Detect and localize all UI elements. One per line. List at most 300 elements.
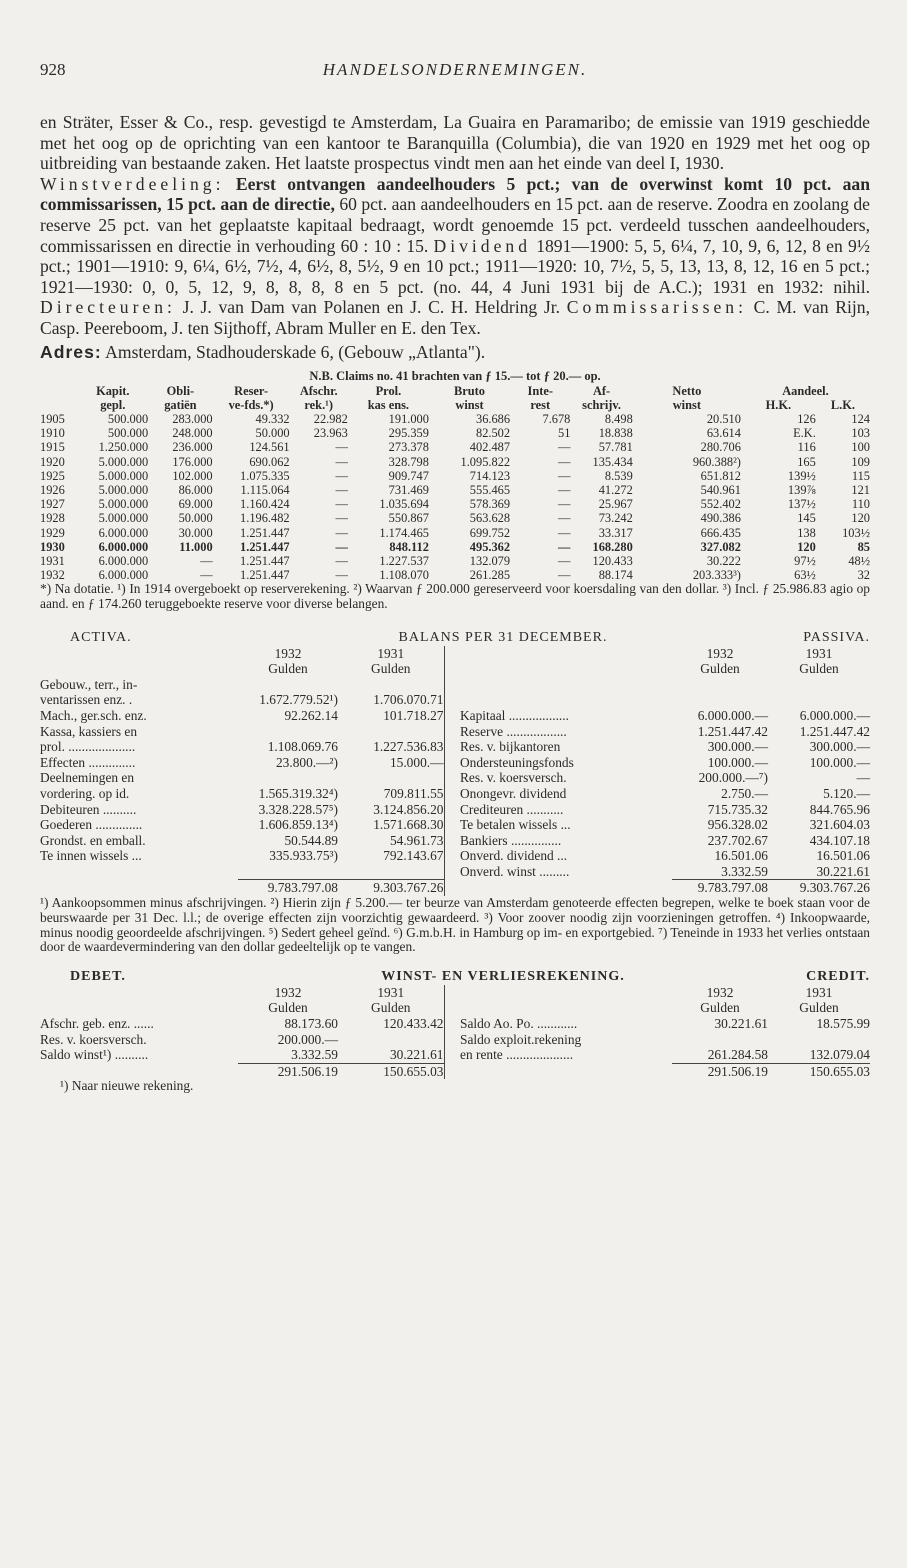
activa-label: Grondst. en emball. (40, 832, 146, 848)
stats-cell: 138 (797, 525, 816, 540)
stats-cell: 73.242 (598, 511, 633, 526)
stats-header-cell: Kapit. (96, 383, 130, 398)
credit-label: Saldo exploit.rekening (460, 1031, 582, 1047)
stats-cell: 126 (797, 411, 816, 426)
stats-cell: 36.686 (476, 411, 511, 426)
passiva-value (768, 677, 870, 693)
passiva-value: 16.501.06 (816, 848, 870, 864)
balance-year-cell: 1931 (377, 645, 405, 661)
stats-cell: 57.781 (598, 440, 633, 455)
stats-cell: 1.095.822 (460, 454, 511, 469)
stats-cell: 1.108.070 (379, 568, 429, 583)
stats-cell: 1928 (40, 511, 65, 526)
stats-row (40, 412, 870, 426)
stats-cell: 20.510 (706, 411, 741, 426)
passiva-label: Onverd. winst ......... (460, 864, 570, 880)
passiva-label: Res. v. bijkantoren (460, 739, 561, 755)
passiva-value: 715.735.32 (707, 801, 768, 817)
activa-label: ventarissen enz. . (40, 692, 133, 708)
stats-row (40, 554, 870, 568)
pl-unit-cell: Gulden (371, 1000, 411, 1016)
stats-cell: E.K. (793, 426, 816, 441)
activa-value: 23.800.—²) (275, 754, 338, 770)
debet-value: 30.221.61 (389, 1047, 444, 1063)
stats-cell: 1.251.447 (240, 539, 290, 554)
stats-cell: 5.000.000 (98, 468, 149, 483)
stats-cell: 1.196.482 (240, 511, 290, 526)
stats-cell: — (558, 454, 571, 469)
stats-cell: 8.498 (604, 411, 633, 426)
dividend-label: Dividend (433, 235, 531, 256)
pl-year-cell (40, 985, 238, 1001)
balance-divider (444, 770, 458, 786)
stats-cell: 132.079 (469, 553, 511, 568)
company-description (40, 112, 870, 339)
dividend-text: 1891—1900: 5, 5, 6¼, 7, 10, 9, 6, 12, 8 en 9½ pct.; 1901—1910: 9, 6¼, 6½, 7½, 4, 6½, 8, 5½, 9 en 10 pct.; 1911—1920: 10, 7½, 5, 5, 13, 13, 8, 12, 16 en 5 pct.; 1921—1930: 0, 0, 5, 12, 9, 8, 8, 8, 8 en 5 pct. (no. 44, 4 Juni 1931 bij de A.C.); 1931 en 1932: nihil. (40, 235, 870, 297)
stats-cell: 1.035.694 (379, 497, 429, 512)
activa-value: 1.227.536.83 (373, 739, 444, 755)
activa-value (338, 724, 444, 740)
profit-loss-account (40, 969, 870, 1079)
stats-row (40, 440, 870, 454)
stats-cell: 1905 (40, 411, 65, 426)
balance-row (40, 817, 870, 833)
pl-unit-cell: Gulden (700, 1000, 740, 1016)
stats-header-cell: gatiën (164, 397, 197, 412)
passiva-label: Ondersteuningsfonds (460, 754, 574, 770)
activa-label: Goederen .............. (40, 817, 143, 833)
stats-cell: 1.227.537 (379, 553, 429, 568)
stats-header-cell: Af- (592, 383, 611, 398)
stats-cell: 690.062 (249, 454, 290, 469)
stats-cell: 139½ (787, 468, 816, 483)
pl-unit-cell (40, 1000, 238, 1016)
balance-row (40, 848, 870, 864)
stats-cell: 495.362 (469, 539, 511, 554)
stats-cell: 135.434 (592, 454, 633, 469)
history-footnote: *) Na dotatie. ¹) In 1914 overgeboekt op reserverekening. ²) Waarvan ƒ 200.000 gereserveerd voor koersdaling van den dollar. ³) Incl. ƒ 25.986.83 agio op aand. en ƒ 174.260 teruggeboekte reserve voor diverse belangen. (40, 581, 870, 612)
debet-label: Res. v. koersversch. (40, 1031, 147, 1047)
activa-label: Te innen wissels ... (40, 848, 142, 864)
balance-row (40, 833, 870, 849)
balance-total-cell: 9.783.797.08 (672, 880, 768, 896)
stats-cell: 30.000 (178, 525, 213, 540)
stats-cell: 145 (797, 511, 816, 526)
activa-value (338, 770, 444, 786)
balance-row (40, 724, 870, 740)
stats-row (40, 526, 870, 540)
passiva-value: 237.702.67 (707, 832, 768, 848)
stats-header-cell (40, 384, 77, 398)
stats-cell: 578.369 (469, 497, 511, 512)
stats-cell: 168.280 (592, 539, 633, 554)
stats-cell: 165 (797, 454, 816, 469)
stats-cell: 563.628 (469, 511, 511, 526)
winstverdeeling-rest: 60 pct. aan aandeelhouders en 15 pct. aan de reserve. Zoodra en zoolang de reserve 25 pct. van het geplaatste kapitaal bedraagt, wordt genoemde 15 pct. verdeeld tusschen aandeelhouders, commissarissen en directie in verhouding 60 : 10 : 15. (40, 194, 870, 256)
balance-divider (444, 692, 458, 708)
stats-cell: 25.967 (598, 497, 633, 512)
debet-label: Afschr. geb. enz. ...... (40, 1016, 154, 1032)
credit-value: 132.079.04 (809, 1047, 870, 1063)
stats-cell: 1929 (40, 525, 65, 540)
stats-cell: 110 (851, 497, 870, 512)
balance-title: BALANS PER 31 DECEMBER. (398, 629, 608, 645)
pl-total-cell: 291.506.19 (672, 1063, 768, 1079)
stats-cell: — (200, 553, 213, 568)
stats-cell: — (558, 468, 571, 483)
stats-cell: — (335, 454, 348, 469)
balance-unit-row (40, 661, 870, 677)
stats-cell: 280.706 (700, 440, 741, 455)
stats-cell: 41.272 (598, 482, 633, 497)
stats-cell: 1927 (40, 497, 65, 512)
balance-row (40, 755, 870, 771)
address-text: Amsterdam, Stadhouderskade 6, (Gebouw „Atlanta"). (105, 341, 486, 362)
stats-cell: 32 (857, 568, 870, 583)
pl-unit-cell: Gulden (268, 1000, 308, 1016)
debet-value: 88.173.60 (284, 1016, 338, 1032)
debet-value: 120.433.42 (383, 1016, 444, 1032)
financial-history-table (40, 384, 870, 583)
stats-cell: — (558, 553, 571, 568)
balance-year-cell (444, 646, 458, 662)
balance-divider (444, 833, 458, 849)
stats-header-cell: Aandeel. (782, 383, 829, 398)
stats-cell: 69.000 (178, 497, 213, 512)
stats-cell: 550.867 (388, 511, 429, 526)
stats-row (40, 426, 870, 440)
stats-cell: 295.359 (388, 426, 429, 441)
balance-row (40, 739, 870, 755)
stats-cell: 248.000 (172, 426, 213, 441)
stats-row (40, 568, 870, 582)
balance-footnote: ¹) Aankoopsommen minus afschrijvingen. ²) Hierin zijn ƒ 5.200.— ter beurze van Amsterdam genoteerde effecten begrepen, welke te boek staan voor de beurswaarde per 31 Dec. l.l.; de overige effecten zijn voorzichtig gewaardeerd. ³) Voor zoover noodig zijn voorzieningen getroffen. ⁴) Inkoopwaarde, minus noodig geoordeelde afschrijvingen. ⁵) Sedert geheel geïnd. ⁶) G.m.b.H. in Hamburg op im- en exportgebied. ⁷) Teneinde in 1933 het verlies ontstaan door de waardevermindering van den dollar gedeeltelijk op te vangen. (40, 895, 870, 955)
directeuren-label: Directeuren: (40, 297, 176, 318)
stats-header-cell: rek.¹) (304, 397, 334, 412)
stats-cell: — (558, 440, 571, 455)
stats-cell: 6.000.000 (98, 539, 149, 554)
stats-cell: 283.000 (172, 411, 213, 426)
balance-row (40, 864, 870, 880)
pl-year-cell: 1932 (274, 984, 302, 1000)
passiva-label: Res. v. koersversch. (460, 770, 567, 786)
stats-cell: 327.082 (700, 539, 741, 554)
credit-value (768, 1032, 870, 1048)
pl-total-cell (40, 1063, 238, 1079)
page (40, 60, 870, 1094)
passiva-value: 956.328.02 (707, 817, 768, 833)
activa-title: ACTIVA. (70, 629, 132, 645)
stats-cell: 666.435 (700, 525, 741, 540)
stats-cell: 500.000 (107, 411, 149, 426)
stats-cell: 50.000 (178, 511, 213, 526)
stats-cell: 63.614 (706, 426, 741, 441)
activa-value: 335.933.75³) (269, 848, 338, 864)
passiva-value: 300.000.— (707, 739, 768, 755)
stats-cell: — (558, 525, 571, 540)
activa-value: 1.706.070.71 (373, 692, 444, 708)
stats-cell: 7.678 (542, 411, 571, 426)
activa-value: 15.000.— (389, 754, 444, 770)
passiva-value: 1.251.447.42 (799, 723, 870, 739)
passiva-label: Kapitaal .................. (460, 707, 569, 723)
stats-cell: 102.000 (172, 468, 213, 483)
stats-cell: 6.000.000 (98, 568, 149, 583)
passiva-value: 200.000.—⁷) (698, 770, 768, 786)
stats-cell: 5.000.000 (98, 482, 149, 497)
page-header (40, 60, 870, 94)
stats-cell: 555.465 (469, 482, 511, 497)
stats-header-cell: winst (455, 397, 484, 412)
stats-cell: 552.402 (700, 497, 741, 512)
stats-cell: 5.000.000 (98, 454, 149, 469)
stats-cell: 33.317 (598, 525, 633, 540)
stats-cell: 103½ (842, 525, 870, 540)
activa-value: 101.718.27 (383, 707, 444, 723)
activa-value: 792.143.67 (383, 848, 444, 864)
stats-cell: 103 (851, 426, 870, 441)
credit-title: CREDIT. (806, 969, 870, 985)
pl-total-cell: 291.506.19 (238, 1063, 338, 1079)
balance-total-cell: 9.783.797.08 (238, 880, 338, 896)
stats-cell: 6.000.000 (98, 553, 149, 568)
passiva-value (768, 692, 870, 708)
stats-row (40, 497, 870, 511)
pl-row (40, 1016, 870, 1032)
credit-value: 18.575.99 (816, 1016, 870, 1032)
pl-total-cell (444, 1063, 458, 1079)
passiva-label: Te betalen wissels ... (460, 817, 571, 833)
pl-title: WINST- EN VERLIESREKENING. (381, 969, 625, 985)
passiva-label (458, 677, 672, 693)
activa-value: 92.262.14 (284, 707, 338, 723)
stats-header-cell: L.K. (830, 397, 855, 412)
stats-cell: 1.251.447 (240, 568, 290, 583)
stats-cell: 18.838 (598, 426, 633, 441)
passiva-value: 3.332.59 (721, 863, 768, 879)
stats-cell: 261.285 (469, 568, 511, 583)
balance-unit-cell: Gulden (799, 661, 839, 677)
stats-cell: 714.123 (469, 468, 511, 483)
stats-cell: 273.378 (388, 440, 429, 455)
credit-value: 261.284.58 (707, 1047, 768, 1063)
stats-cell: 109 (851, 454, 870, 469)
balance-year-row (40, 646, 870, 662)
passiva-value (672, 677, 768, 693)
stats-cell: 909.747 (388, 468, 429, 483)
stats-cell: 1930 (40, 539, 65, 554)
balance-total-cell: 9.303.767.26 (338, 880, 444, 896)
debet-value (338, 1032, 444, 1048)
stats-cell: 203.333³) (692, 568, 741, 583)
balance-divider (444, 802, 458, 818)
balance-divider (444, 817, 458, 833)
passiva-label: Onverd. dividend ... (460, 848, 568, 864)
balance-row (40, 677, 870, 693)
stats-cell: 500.000 (107, 426, 149, 441)
pl-row (40, 1047, 870, 1063)
winstverdeeling-paragraph (40, 174, 870, 339)
passiva-value: 5.120.— (823, 785, 870, 801)
stats-cell: — (335, 497, 348, 512)
debet-value: 200.000.— (277, 1031, 338, 1047)
intro-paragraph: en Sträter, Esser & Co., resp. gevestigd te Amsterdam, La Guaira en Paramaribo; de emissie van 1919 geschiedde met het oog op de oprichting van een kantoor te Baranquilla (Columbia), die van 1920 en 1929 met het oog op uitbreiding van bestaande zaken. Het laatste prospectus vindt men aan het einde van deel I, 1930. (40, 112, 870, 174)
pl-total-cell: 150.655.03 (338, 1063, 444, 1079)
balance-total-cell (458, 880, 672, 896)
stats-cell: 115 (851, 468, 870, 483)
stats-cell: 11.000 (179, 539, 213, 554)
pl-year-row (40, 985, 870, 1001)
balance-unit-cell (444, 661, 458, 677)
passiva-value: 434.107.18 (809, 832, 870, 848)
stats-cell: 540.961 (700, 482, 741, 497)
stats-cell: — (335, 511, 348, 526)
pl-year-cell (444, 985, 458, 1001)
stats-cell: 30.222 (706, 553, 741, 568)
balance-total-cell (444, 880, 458, 896)
stats-header-cell: Afschr. (299, 383, 338, 398)
stats-header-cell: gepl. (100, 397, 126, 412)
activa-value (338, 864, 444, 880)
stats-cell: 1.160.424 (240, 497, 290, 512)
stats-header-cell: ve-fds.*) (228, 397, 274, 412)
stats-cell: 1.075.335 (240, 468, 290, 483)
pl-divider (444, 1047, 458, 1063)
passiva-value: 6.000.000.— (799, 707, 870, 723)
activa-label: Kassa, kassiers en (40, 723, 138, 739)
passiva-value: 16.501.06 (714, 848, 768, 864)
passiva-value: 6.000.000.— (697, 707, 768, 723)
stats-header-cell: schrijv. (582, 397, 622, 412)
stats-cell: — (335, 440, 348, 455)
stats-cell: — (335, 482, 348, 497)
balance-unit-cell: Gulden (268, 661, 308, 677)
stats-cell: 23.963 (313, 426, 348, 441)
activa-label: Effecten .............. (40, 754, 136, 770)
passiva-label: Bankiers ............... (460, 832, 562, 848)
balance-unit-cell: Gulden (371, 661, 411, 677)
claims-note: N.B. Claims no. 41 brachten van ƒ 15.— tot ƒ 20.— op. (309, 368, 601, 383)
activa-label: prol. .................... (40, 739, 136, 755)
balance-total-cell (40, 880, 238, 896)
stats-cell: 328.798 (388, 454, 429, 469)
stats-cell: 63½ (794, 568, 816, 583)
balance-divider (444, 864, 458, 880)
stats-cell: — (558, 568, 571, 583)
balance-row (40, 770, 870, 786)
stats-cell: 50.000 (255, 426, 290, 441)
stats-cell: 1.174.465 (379, 525, 429, 540)
passiva-label: Reserve .................. (460, 723, 567, 739)
debet-value: 3.332.59 (291, 1047, 338, 1063)
stats-cell: 1932 (40, 568, 65, 583)
balance-year-cell: 1932 (274, 645, 302, 661)
credit-value: 30.221.61 (714, 1016, 768, 1032)
commissarissen-text: C. M. van Rijn, Casp. Peereboom, J. ten Sijthoff, Abram Muller en E. den Tex. (40, 297, 870, 338)
stats-cell: — (200, 568, 213, 583)
balance-unit-cell (458, 661, 672, 677)
pl-unit-cell (444, 1000, 458, 1016)
winstverdeeling-label: Winstverdeeling: (40, 173, 225, 194)
balance-divider (444, 708, 458, 724)
balance-divider (444, 739, 458, 755)
balance-divider (444, 848, 458, 864)
pl-unit-cell: Gulden (799, 1000, 839, 1016)
directeuren-text: J. J. van Dam van Polanen en J. C. H. Heldring Jr. (182, 297, 561, 318)
stats-cell: 49.332 (255, 411, 290, 426)
stats-row (40, 483, 870, 497)
stats-cell: 120 (851, 511, 870, 526)
passiva-value (672, 692, 768, 708)
activa-label: Mach., ger.sch. enz. (40, 707, 147, 723)
stats-cell: — (558, 497, 571, 512)
stats-header-cell: Reser- (234, 383, 269, 398)
activa-value (338, 677, 444, 693)
stats-cell: 1.251.447 (240, 553, 290, 568)
stats-cell: — (558, 539, 571, 554)
stats-header-cell: H.K. (765, 397, 792, 412)
pl-unit-cell (458, 1000, 672, 1016)
stats-cell: 402.487 (469, 440, 511, 455)
balance-row (40, 692, 870, 708)
activa-value: 50.544.89 (284, 832, 338, 848)
stats-cell: 960.388²) (692, 454, 741, 469)
stats-header-cell: Obli- (166, 383, 195, 398)
stats-header-cell: Prol. (375, 383, 402, 398)
passiva-value: 1.251.447.42 (697, 723, 768, 739)
stats-cell: 120 (797, 539, 816, 554)
passiva-value: — (856, 770, 870, 786)
page-number: 928 (40, 60, 66, 79)
stats-cell: 5.000.000 (98, 511, 149, 526)
balance-year-cell (458, 646, 672, 662)
balance-row (40, 802, 870, 818)
credit-value (672, 1032, 768, 1048)
passiva-value: 844.765.96 (809, 801, 870, 817)
stats-cell: 82.502 (476, 426, 511, 441)
stats-cell: 100 (851, 440, 870, 455)
stats-cell: 121 (851, 482, 870, 497)
balance-row (40, 708, 870, 724)
credit-label: en rente .................... (460, 1047, 574, 1063)
balance-unit-cell (40, 661, 238, 677)
activa-value: 1.571.668.30 (373, 817, 444, 833)
winstverdeeling-bold: Eerst ontvangen aandeelhouders 5 pct.; van de overwinst komt 10 pct. aan commissarissen, 15 pct. aan de directie, (40, 173, 870, 215)
passiva-value: 2.750.— (721, 785, 768, 801)
passiva-label: Onongevr. dividend (460, 785, 567, 801)
stats-cell: 116 (797, 440, 816, 455)
stats-cell: 1.115.064 (240, 482, 290, 497)
stats-cell: 1925 (40, 468, 65, 483)
pl-total-cell: 150.655.03 (768, 1063, 870, 1079)
stats-cell: — (335, 568, 348, 583)
activa-value: 1.565.319.32⁴) (258, 785, 338, 801)
activa-value: 1.606.859.13⁴) (258, 817, 338, 833)
stats-cell: 97½ (794, 553, 816, 568)
stats-cell: 1.251.447 (240, 525, 290, 540)
pl-divider (444, 1032, 458, 1048)
stats-cell: 139⅞ (787, 482, 816, 497)
passiva-value: 300.000.— (809, 739, 870, 755)
activa-value (238, 677, 338, 693)
passiva-title: PASSIVA. (803, 629, 870, 645)
stats-cell: 85 (857, 539, 870, 554)
balance-divider (444, 786, 458, 802)
balance-sheet (40, 630, 870, 896)
balance-unit-cell: Gulden (700, 661, 740, 677)
pl-unit-row (40, 1000, 870, 1016)
stats-cell: 651.812 (700, 468, 741, 483)
